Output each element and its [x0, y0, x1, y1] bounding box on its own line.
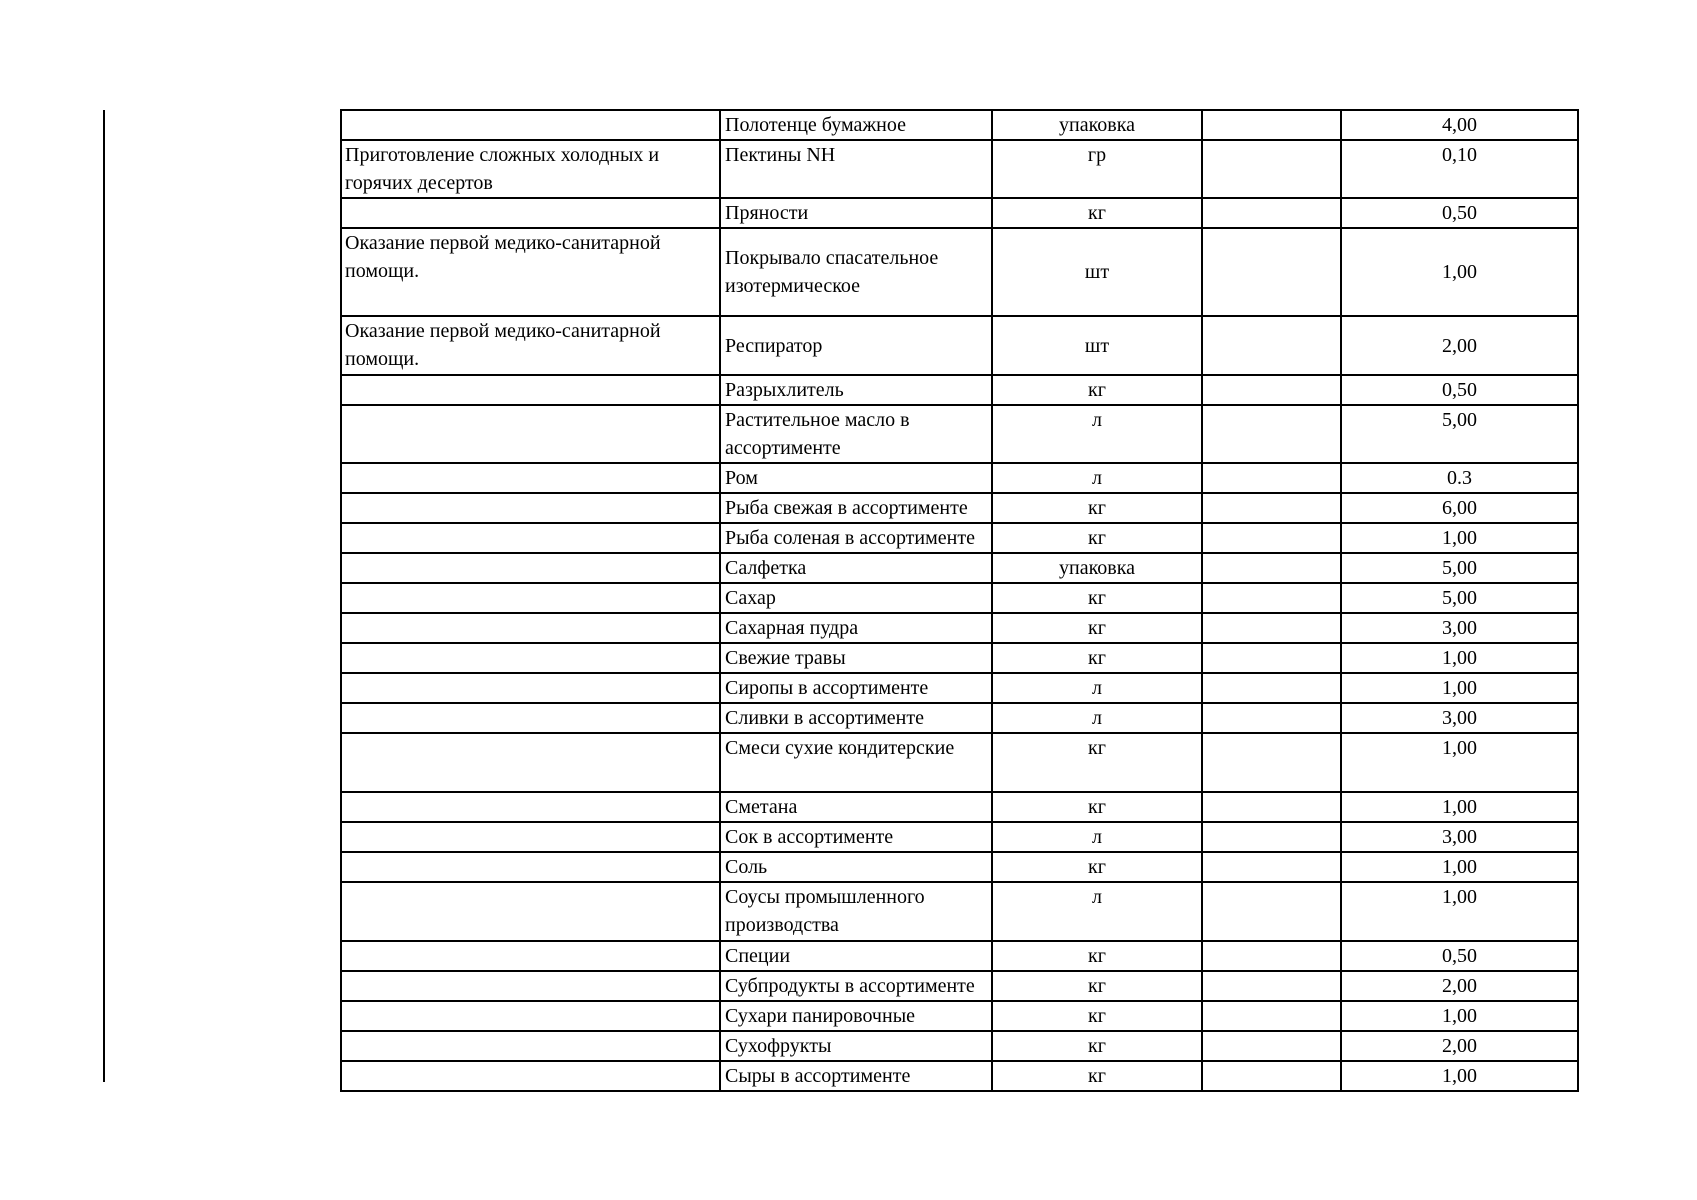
page-margin-line — [103, 110, 105, 1082]
empty-cell — [1202, 405, 1341, 463]
item-name-cell: Соусы промышленного производства — [720, 882, 992, 941]
empty-cell — [1202, 613, 1341, 643]
activity-cell — [341, 882, 720, 941]
activity-cell — [341, 493, 720, 523]
item-name-cell: Специи — [720, 941, 992, 971]
table-row — [341, 643, 1578, 673]
table-row — [341, 228, 1578, 316]
activity-cell — [341, 822, 720, 852]
unit-cell: л — [992, 882, 1202, 941]
quantity-cell: 2,00 — [1341, 316, 1578, 375]
empty-cell — [1202, 583, 1341, 613]
activity-cell — [341, 613, 720, 643]
item-name-cell: Респиратор — [720, 316, 992, 375]
activity-cell — [341, 375, 720, 405]
quantity-cell: 1,00 — [1341, 1061, 1578, 1091]
item-name-cell: Сухари панировочные — [720, 1001, 992, 1031]
empty-cell — [1202, 553, 1341, 583]
quantity-cell: 2,00 — [1341, 971, 1578, 1001]
quantity-cell: 0,50 — [1341, 198, 1578, 228]
unit-cell: шт — [992, 316, 1202, 375]
quantity-cell: 0,50 — [1341, 375, 1578, 405]
item-name-cell: Субпродукты в ассортименте — [720, 971, 992, 1001]
empty-cell — [1202, 941, 1341, 971]
supplies-table-body — [341, 110, 1578, 1091]
empty-cell — [1202, 228, 1341, 316]
quantity-cell: 0.3 — [1341, 463, 1578, 493]
unit-cell: кг — [992, 733, 1202, 792]
table-row — [341, 110, 1578, 140]
empty-cell — [1202, 140, 1341, 198]
quantity-cell: 2,00 — [1341, 1031, 1578, 1061]
unit-cell: гр — [992, 140, 1202, 198]
unit-cell: кг — [992, 198, 1202, 228]
quantity-cell: 3,00 — [1341, 613, 1578, 643]
table-row — [341, 703, 1578, 733]
item-name-cell: Свежие травы — [720, 643, 992, 673]
unit-cell: кг — [992, 523, 1202, 553]
table-row — [341, 882, 1578, 941]
table-row — [341, 1001, 1578, 1031]
empty-cell — [1202, 733, 1341, 792]
unit-cell: упаковка — [992, 553, 1202, 583]
item-name-cell: Смеси сухие кондитерские — [720, 733, 992, 792]
item-name-cell: Сахар — [720, 583, 992, 613]
activity-cell — [341, 198, 720, 228]
activity-cell — [341, 523, 720, 553]
item-name-cell: Сметана — [720, 792, 992, 822]
activity-cell — [341, 553, 720, 583]
unit-cell: кг — [992, 643, 1202, 673]
item-name-cell: Сахарная пудра — [720, 613, 992, 643]
activity-cell: Приготовление сложных холодных и горячих десертов — [341, 140, 720, 198]
empty-cell — [1202, 1001, 1341, 1031]
unit-cell: кг — [992, 1001, 1202, 1031]
item-name-cell: Разрыхлитель — [720, 375, 992, 405]
quantity-cell: 6,00 — [1341, 493, 1578, 523]
activity-cell: Оказание первой медико-санитарной помощи. — [341, 316, 720, 375]
unit-cell: шт — [992, 228, 1202, 316]
item-name-cell: Растительное масло в ассортименте — [720, 405, 992, 463]
table-row — [341, 463, 1578, 493]
unit-cell: кг — [992, 792, 1202, 822]
activity-cell — [341, 733, 720, 792]
empty-cell — [1202, 643, 1341, 673]
item-name-cell: Рыба соленая в ассортименте — [720, 523, 992, 553]
activity-cell — [341, 643, 720, 673]
unit-cell: кг — [992, 852, 1202, 882]
supplies-table — [340, 109, 1579, 1092]
quantity-cell: 5,00 — [1341, 583, 1578, 613]
quantity-cell: 1,00 — [1341, 733, 1578, 792]
item-name-cell: Рыба свежая в ассортименте — [720, 493, 992, 523]
empty-cell — [1202, 792, 1341, 822]
item-name-cell: Сок в ассортименте — [720, 822, 992, 852]
item-name-cell: Соль — [720, 852, 992, 882]
table-row — [341, 792, 1578, 822]
activity-cell — [341, 852, 720, 882]
table-row — [341, 1061, 1578, 1091]
quantity-cell: 1,00 — [1341, 792, 1578, 822]
item-name-cell: Сухофрукты — [720, 1031, 992, 1061]
empty-cell — [1202, 463, 1341, 493]
table-row — [341, 822, 1578, 852]
quantity-cell: 1,00 — [1341, 1001, 1578, 1031]
activity-cell — [341, 405, 720, 463]
unit-cell: кг — [992, 583, 1202, 613]
empty-cell — [1202, 316, 1341, 375]
table-row — [341, 583, 1578, 613]
empty-cell — [1202, 882, 1341, 941]
table-row — [341, 523, 1578, 553]
unit-cell: кг — [992, 1061, 1202, 1091]
quantity-cell: 1,00 — [1341, 643, 1578, 673]
quantity-cell: 1,00 — [1341, 882, 1578, 941]
item-name-cell: Пряности — [720, 198, 992, 228]
quantity-cell: 3,00 — [1341, 822, 1578, 852]
activity-cell — [341, 1001, 720, 1031]
table-row — [341, 1031, 1578, 1061]
activity-cell — [341, 792, 720, 822]
table-row — [341, 852, 1578, 882]
table-row — [341, 405, 1578, 463]
table-row — [341, 375, 1578, 405]
table-row — [341, 140, 1578, 198]
table-row — [341, 733, 1578, 792]
table-row — [341, 553, 1578, 583]
empty-cell — [1202, 493, 1341, 523]
empty-cell — [1202, 1061, 1341, 1091]
activity-cell — [341, 673, 720, 703]
empty-cell — [1202, 971, 1341, 1001]
unit-cell: кг — [992, 941, 1202, 971]
item-name-cell: Пектины NH — [720, 140, 992, 198]
activity-cell — [341, 1031, 720, 1061]
activity-cell — [341, 971, 720, 1001]
empty-cell — [1202, 822, 1341, 852]
supplies-table-wrapper — [340, 109, 1579, 1092]
unit-cell: кг — [992, 971, 1202, 1001]
activity-cell — [341, 463, 720, 493]
empty-cell — [1202, 523, 1341, 553]
activity-cell — [341, 703, 720, 733]
unit-cell: кг — [992, 493, 1202, 523]
item-name-cell: Ром — [720, 463, 992, 493]
table-row — [341, 941, 1578, 971]
table-row — [341, 493, 1578, 523]
quantity-cell: 0,50 — [1341, 941, 1578, 971]
quantity-cell: 5,00 — [1341, 553, 1578, 583]
unit-cell: кг — [992, 1031, 1202, 1061]
unit-cell: л — [992, 673, 1202, 703]
item-name-cell: Полотенце бумажное — [720, 110, 992, 140]
quantity-cell: 1,00 — [1341, 673, 1578, 703]
activity-cell — [341, 941, 720, 971]
unit-cell: л — [992, 703, 1202, 733]
item-name-cell: Сыры в ассортименте — [720, 1061, 992, 1091]
empty-cell — [1202, 1031, 1341, 1061]
table-row — [341, 613, 1578, 643]
empty-cell — [1202, 703, 1341, 733]
empty-cell — [1202, 852, 1341, 882]
unit-cell: кг — [992, 375, 1202, 405]
activity-cell — [341, 110, 720, 140]
item-name-cell: Салфетка — [720, 553, 992, 583]
quantity-cell: 3,00 — [1341, 703, 1578, 733]
unit-cell: кг — [992, 613, 1202, 643]
quantity-cell: 1,00 — [1341, 523, 1578, 553]
table-row — [341, 198, 1578, 228]
quantity-cell: 4,00 — [1341, 110, 1578, 140]
activity-cell — [341, 1061, 720, 1091]
quantity-cell: 1,00 — [1341, 228, 1578, 316]
table-row — [341, 316, 1578, 375]
quantity-cell: 5,00 — [1341, 405, 1578, 463]
unit-cell: л — [992, 463, 1202, 493]
activity-cell — [341, 583, 720, 613]
table-row — [341, 673, 1578, 703]
unit-cell: л — [992, 822, 1202, 852]
empty-cell — [1202, 673, 1341, 703]
unit-cell: л — [992, 405, 1202, 463]
quantity-cell: 0,10 — [1341, 140, 1578, 198]
empty-cell — [1202, 110, 1341, 140]
empty-cell — [1202, 375, 1341, 405]
item-name-cell: Покрывало спасательное изотермическое — [720, 228, 992, 316]
item-name-cell: Сливки в ассортименте — [720, 703, 992, 733]
activity-cell: Оказание первой медико-санитарной помощи. — [341, 228, 720, 316]
table-row — [341, 971, 1578, 1001]
item-name-cell: Сиропы в ассортименте — [720, 673, 992, 703]
empty-cell — [1202, 198, 1341, 228]
quantity-cell: 1,00 — [1341, 852, 1578, 882]
unit-cell: упаковка — [992, 110, 1202, 140]
